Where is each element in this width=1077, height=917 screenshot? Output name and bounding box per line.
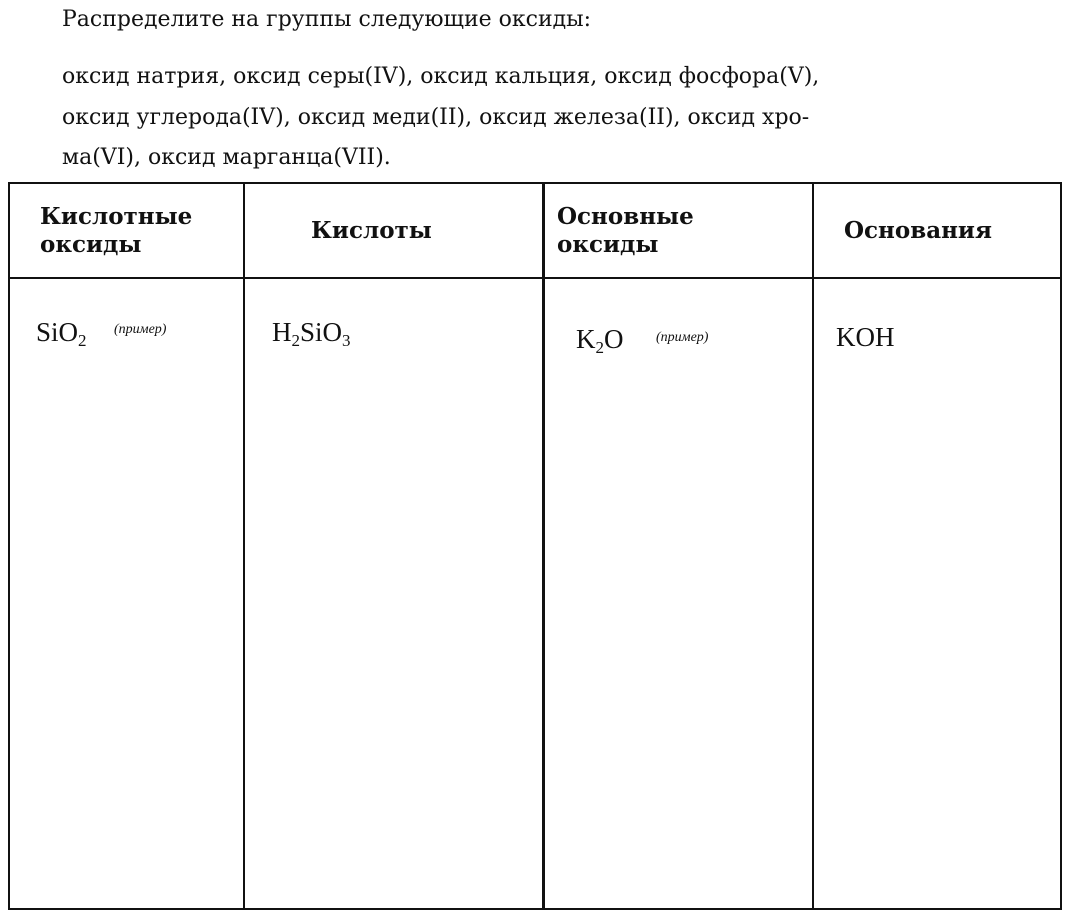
header-acid-oxides (10, 184, 243, 277)
oxide-list-line-3: ма(VI), оксид марганца(VII). (62, 145, 391, 170)
formula-sio2: SiO$_2$ (36, 317, 87, 350)
column-divider (542, 184, 545, 908)
header-bases (814, 184, 1062, 277)
header-acids (245, 184, 542, 277)
header-text: Кислотные (40, 202, 193, 230)
header-divider (10, 277, 1060, 279)
oxide-list-line-1: оксид натрия, оксид серы(IV), оксид кальция, оксид фосфора(V), (62, 64, 820, 89)
example-note: (пример) (114, 322, 167, 337)
formula-h2sio3: $H_2SiO_3$ (272, 317, 351, 350)
example-note: (пример) (656, 330, 709, 345)
oxide-list-line-2: оксид углерода(IV), оксид меди(II), оксид железа(II), оксид хро- (62, 105, 810, 130)
header-text: Кислоты (311, 216, 432, 244)
classification-table (8, 182, 1062, 910)
header-text: Основания (844, 216, 992, 244)
column-divider (243, 184, 245, 908)
formula-k2o: $K_2O$ (576, 324, 624, 357)
header-text: оксиды (557, 230, 659, 258)
header-text: оксиды (40, 230, 142, 258)
task-title: Распределите на группы следующие оксиды: (62, 7, 592, 32)
header-text: Основные (557, 202, 694, 230)
column-divider (812, 184, 814, 908)
header-basic-oxides (545, 184, 812, 277)
formula-koh: KOH (836, 322, 895, 352)
